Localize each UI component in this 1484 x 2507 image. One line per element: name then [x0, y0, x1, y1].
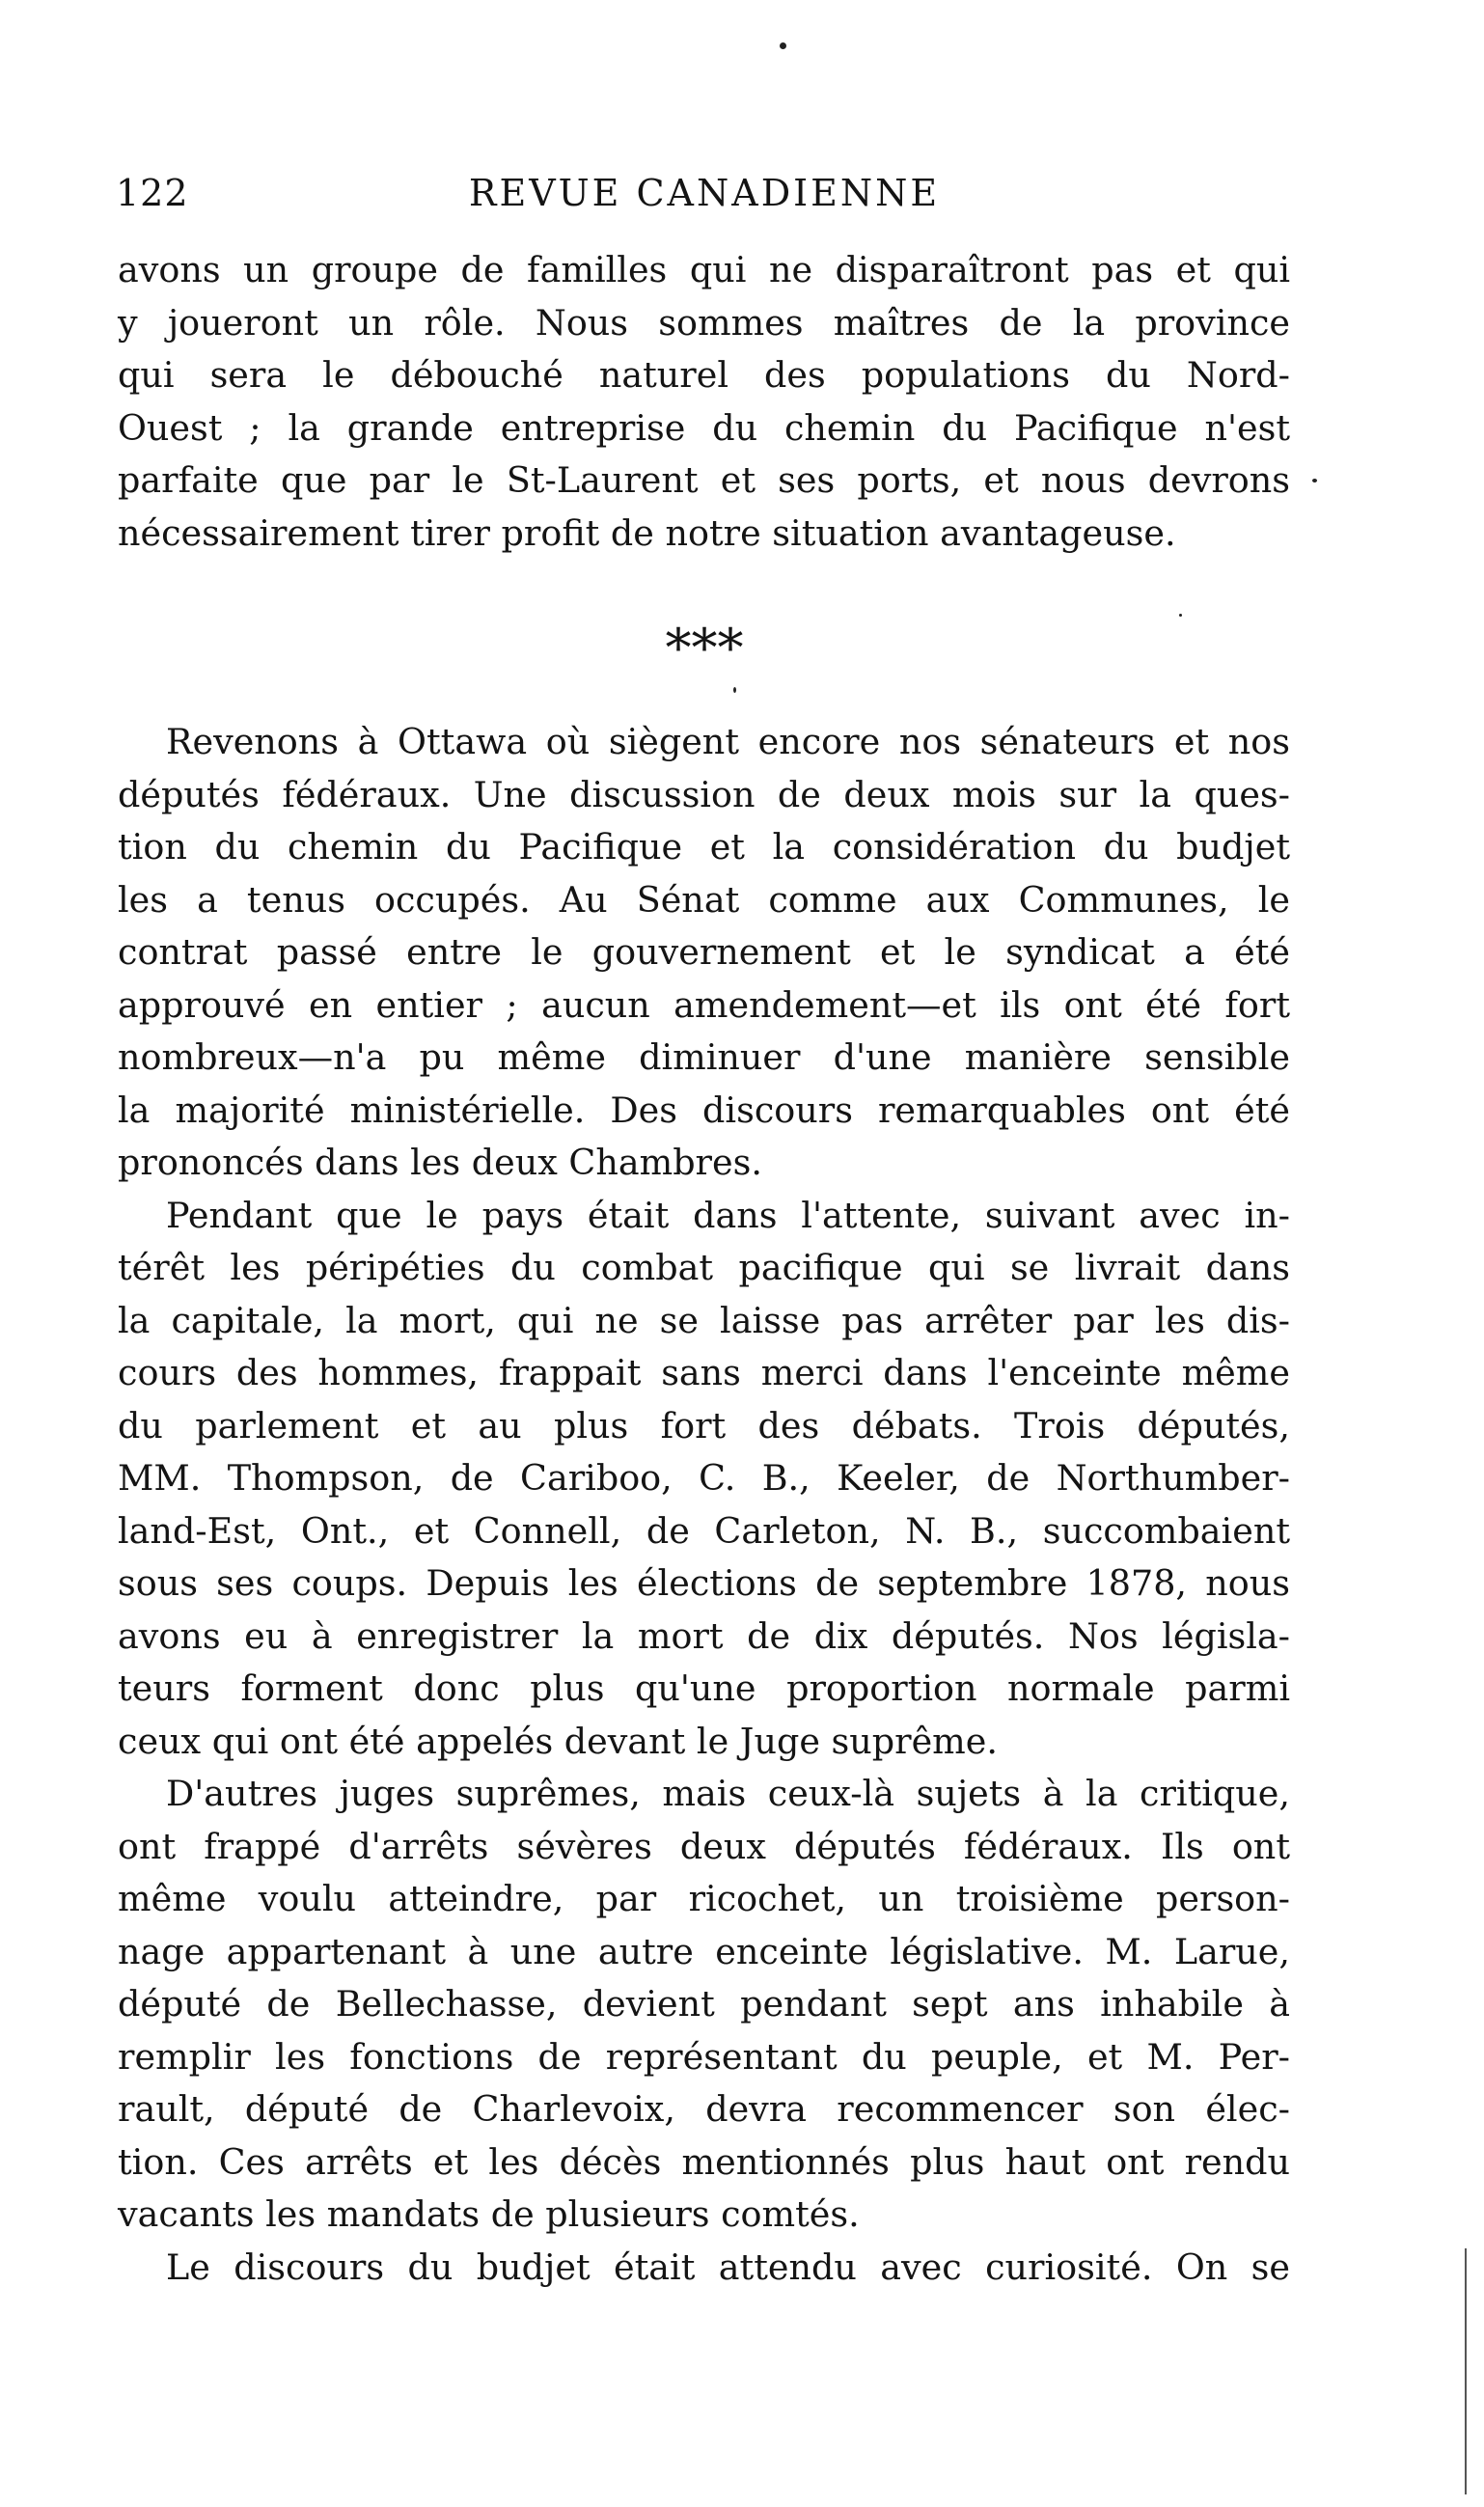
text-line: députés fédéraux. Une discussion de deux mois sur la ques-: [118, 773, 1290, 815]
text-line: térêt les péripéties du combat pacifique qui se livrait dans: [118, 1247, 1290, 1288]
text-line: Ouest ; la grande entreprise du chemin du Pacifique n'est: [118, 406, 1290, 449]
text-line: parfaite que par le St-Laurent et ses ports, et nous devrons: [118, 459, 1290, 501]
scan-edge-line: [1465, 2248, 1467, 2494]
paragraph: [118, 2242, 1290, 2295]
text-line: ont frappé d'arrêts sévères deux députés fédéraux. Ils ont: [118, 1825, 1290, 1867]
text-line: contrat passé entre le gouvernement et le syndicat a été: [118, 931, 1290, 973]
text-line: avons eu à enregistrer la mort de dix députés. Nos législa-: [118, 1614, 1290, 1657]
section-break-asterism: [0, 620, 1409, 677]
text-line: du parlement et au plus fort des débats. Trois députés,: [118, 1404, 1290, 1446]
text-line: qui sera le débouché naturel des populations du Nord-: [118, 354, 1290, 396]
text-line: nombreux—n'a pu même diminuer d'une manière sensible: [118, 1036, 1290, 1078]
text-line: rault, député de Charlevoix, devra recommencer son élec-: [118, 2088, 1290, 2130]
text-line: nécessairement tirer profit de notre situation avantageuse.: [118, 511, 1176, 554]
asterism-text: ***: [665, 618, 744, 678]
text-line: D'autres juges suprêmes, mais ceux-là sujets à la critique,: [166, 1773, 1290, 1814]
page-header: [116, 172, 1293, 230]
text-line: ceux qui ont été appelés devant le Juge suprême.: [118, 1720, 998, 1762]
page-number: 122: [116, 172, 189, 214]
text-line: même voulu atteindre, par ricochet, un troisième person-: [118, 1878, 1290, 1919]
ink-speck: [780, 42, 786, 49]
text-line: cours des hommes, frappait sans merci dans l'enceinte même: [118, 1352, 1290, 1393]
text-line: Le discours du budjet était attendu avec curiosité. On se: [166, 2245, 1290, 2288]
text-line: prononcés dans les deux Chambres.: [118, 1142, 762, 1183]
text-line: avons un groupe de familles qui ne disparaîtront pas et qui: [118, 249, 1290, 290]
text-line: land-Est, Ont., et Connell, de Carleton, N. B., succombaient: [118, 1509, 1290, 1552]
ink-speck: [733, 687, 736, 693]
paragraph: [118, 716, 1290, 1190]
paragraph: [118, 1190, 1290, 1769]
section-parliament: [118, 716, 1290, 2294]
text-line: nage appartenant à une autre enceinte législative. M. Larue,: [118, 1930, 1290, 1972]
paragraph: [118, 1768, 1290, 2242]
paragraph-closing: [118, 244, 1290, 560]
running-title: REVUE CANADIENNE: [468, 172, 941, 214]
text-line: approuvé en entier ; aucun amendement—et ils ont été fort: [118, 983, 1290, 1026]
text-line: remplir les fonctions de représentant du peuple, et M. Per-: [118, 2035, 1290, 2078]
ink-speck: [1312, 479, 1317, 482]
text-line: tion du chemin du Pacifique et la considération du budjet: [118, 826, 1290, 868]
text-line: vacants les mandats de plusieurs comtés.: [118, 2193, 860, 2235]
text-line: y joueront un rôle. Nous sommes maîtres de la province: [118, 301, 1290, 344]
text-line: tion. Ces arrêts et les décès mentionnés plus haut ont rendu: [118, 2140, 1290, 2183]
text-line: Revenons à Ottawa où siègent encore nos sénateurs et nos: [166, 721, 1290, 762]
text-line: député de Bellechasse, devient pendant sept ans inhabile à: [118, 1983, 1290, 2025]
text-line: les a tenus occupés. Au Sénat comme aux Communes, le: [118, 878, 1290, 921]
text-line: la majorité ministérielle. Des discours remarquables ont été: [118, 1088, 1290, 1131]
text-line: teurs forment donc plus qu'une proportion normale parmi: [118, 1667, 1290, 1709]
text-line: sous ses coups. Depuis les élections de septembre 1878, nous: [118, 1562, 1290, 1604]
text-line: MM. Thompson, de Cariboo, C. B., Keeler, de Northumber-: [118, 1457, 1290, 1499]
text-line: la capitale, la mort, qui ne se laisse pas arrêter par les dis-: [118, 1299, 1290, 1341]
text-line: Pendant que le pays était dans l'attente, suivant avec in-: [166, 1194, 1290, 1236]
ink-speck: [1179, 614, 1182, 617]
